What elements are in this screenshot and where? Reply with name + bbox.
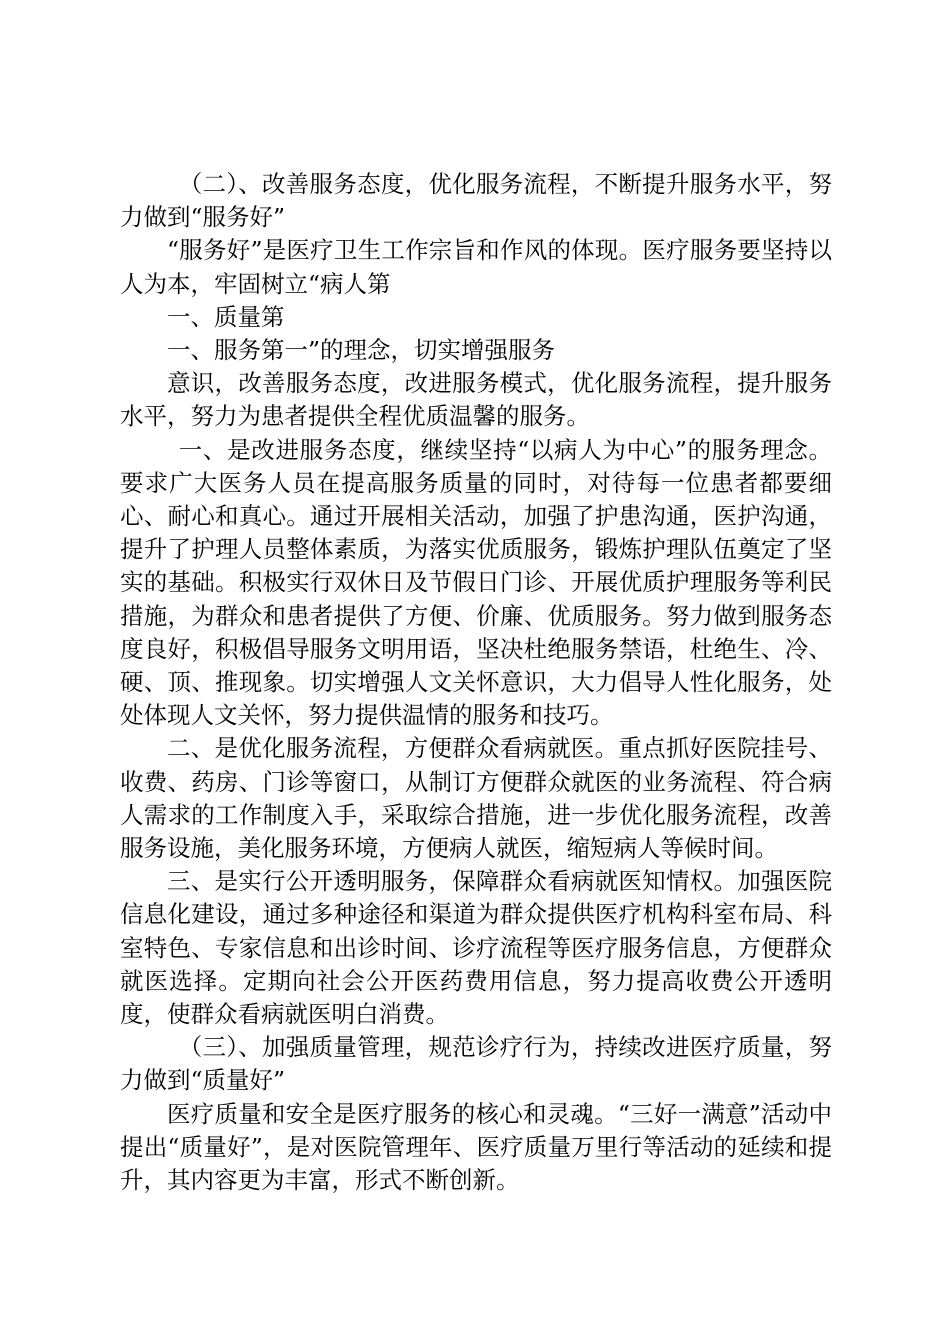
section-heading-quality: （三）、加强质量管理，规范诊疗行为，持续改进医疗质量，努力做到“质量好”: [120, 1033, 832, 1095]
document-body: [120, 168, 832, 1197]
body-paragraph: 意识，改善服务态度，改进服务模式，优化服务流程，提升服务水平，努力为患者提供全程优质温馨的服务。: [120, 369, 832, 431]
body-paragraph: “服务好”是医疗卫生工作宗旨和作风的体现。医疗服务要坚持以人为本，牢固树立“病人第: [120, 236, 832, 298]
section-heading-service: （二）、改善服务态度，优化服务流程，不断提升服务水平，努力做到“服务好”: [120, 170, 832, 232]
body-paragraph: 一、服务第一”的理念，切实增强服务: [167, 336, 556, 365]
body-paragraph: 一、是改进服务态度，继续坚持“以病人为中心”的服务理念。要求广大医务人员在提高服务质量的同时，对待每一位患者都要细心、耐心和真心。通过开展相关活动，加强了护患沟通，医护沟通，提升了护理人员整体素质，为落实优质服务，锻炼护理队伍奠定了坚实的基础。积极实行双休日及节假日门诊、开展优质护理服务等利民措施，为群众和患者提供了方便、价廉、优质服务。努力做到服务态度良好，积极倡导服务文明用语，坚决杜绝服务禁语，杜绝生、冷、硬、顶、推现象。切实增强人文关怀意识，大力倡导人性化服务，处处体现人文关怀，努力提供温情的服务和技巧。: [120, 435, 832, 730]
body-paragraph: 一、质量第: [167, 302, 285, 331]
body-paragraph: 二、是优化服务流程，方便群众看病就医。重点抓好医院挂号、收费、药房、门诊等窗口，从制订方便群众就医的业务流程、符合病人需求的工作制度入手，采取综合措施，进一步优化服务流程，改善服务设施，美化服务环境，方便病人就医，缩短病人等候时间。: [120, 734, 832, 863]
body-paragraph: 三、是实行公开透明服务，保障群众看病就医知情权。加强医院信息化建设，通过多种途径和渠道为群众提供医疗机构科室布局、科室特色、专家信息和出诊时间、诊疗流程等医疗服务信息，方便群众就医选择。定期向社会公开医药费用信息，努力提高收费公开透明度，使群众看病就医明白消费。: [120, 867, 832, 1029]
body-paragraph: 医疗质量和安全是医疗服务的核心和灵魂。“三好一满意”活动中提出“质量好”，是对医院管理年、医疗质量万里行等活动的延续和提升，其内容更为丰富，形式不断创新。: [120, 1099, 832, 1195]
